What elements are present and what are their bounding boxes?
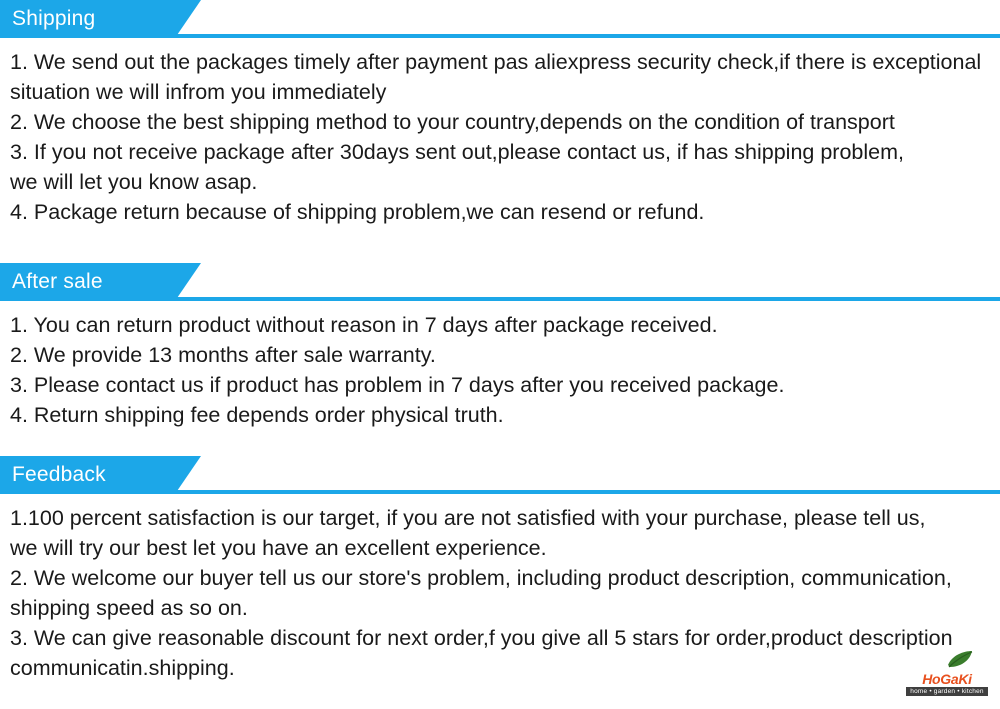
section-banner-feedback: [0, 456, 1000, 494]
text-line: 2. We provide 13 months after sale warranty.: [10, 343, 436, 367]
banner-underline: [0, 34, 1000, 38]
spacer: [0, 227, 1000, 263]
brand-logo: [906, 653, 988, 701]
text-line: 2. We choose the best shipping method to your country,depends on the condition of transport: [10, 110, 895, 134]
section-title-after-sale: After sale: [12, 270, 103, 293]
section-body-shipping: [0, 47, 1000, 227]
text-line: 4. Package return because of shipping problem,we can resend or refund.: [10, 200, 705, 224]
banner-arrow-shape: [175, 263, 201, 301]
spacer: [0, 38, 1000, 47]
text-line: shipping speed as so on.: [10, 596, 248, 620]
section-title-shipping: Shipping: [12, 7, 96, 30]
spacer: [0, 494, 1000, 503]
text-line: we will let you know asap.: [10, 170, 258, 194]
text-line: 1. We send out the packages timely after payment pas aliexpress security check,if there is exceptional: [10, 50, 982, 74]
text-line: 2. We welcome our buyer tell us our store's problem, including product description, communication,: [10, 566, 952, 590]
text-line: 3. If you not receive package after 30days sent out,please contact us, if has shipping problem,: [10, 140, 904, 164]
text-line: 1.100 percent satisfaction is our target, if you are not satisfied with your purchase, please tell us,: [10, 506, 926, 530]
section-shipping: [0, 0, 1000, 227]
banner-underline: [0, 490, 1000, 494]
text-line: 4. Return shipping fee depends order physical truth.: [10, 403, 504, 427]
section-feedback: [0, 456, 1000, 683]
section-body-after-sale: [0, 310, 1000, 430]
text-line: 3. Please contact us if product has problem in 7 days after you received package.: [10, 373, 785, 397]
text-line: communicatin.shipping.: [10, 656, 235, 680]
text-line: 3. We can give reasonable discount for next order,f you give all 5 stars for order,product description: [10, 626, 953, 650]
banner-arrow-shape: [175, 456, 201, 494]
text-line: situation we will infrom you immediately: [10, 80, 387, 104]
section-banner-after-sale: [0, 263, 1000, 301]
logo-tagline: home • garden • kitchen: [906, 687, 988, 696]
section-body-feedback: [0, 503, 1000, 683]
banner-arrow-shape: [175, 0, 201, 38]
leaf-icon: [946, 649, 974, 669]
section-title-feedback: Feedback: [12, 463, 106, 486]
text-line: we will try our best let you have an excellent experience.: [10, 536, 547, 560]
section-after-sale: [0, 263, 1000, 430]
text-line: 1. You can return product without reason in 7 days after package received.: [10, 313, 718, 337]
section-banner-shipping: [0, 0, 1000, 38]
logo-wordmark: HoGaKi: [922, 671, 972, 687]
spacer: [0, 430, 1000, 456]
spacer: [0, 301, 1000, 310]
banner-underline: [0, 297, 1000, 301]
